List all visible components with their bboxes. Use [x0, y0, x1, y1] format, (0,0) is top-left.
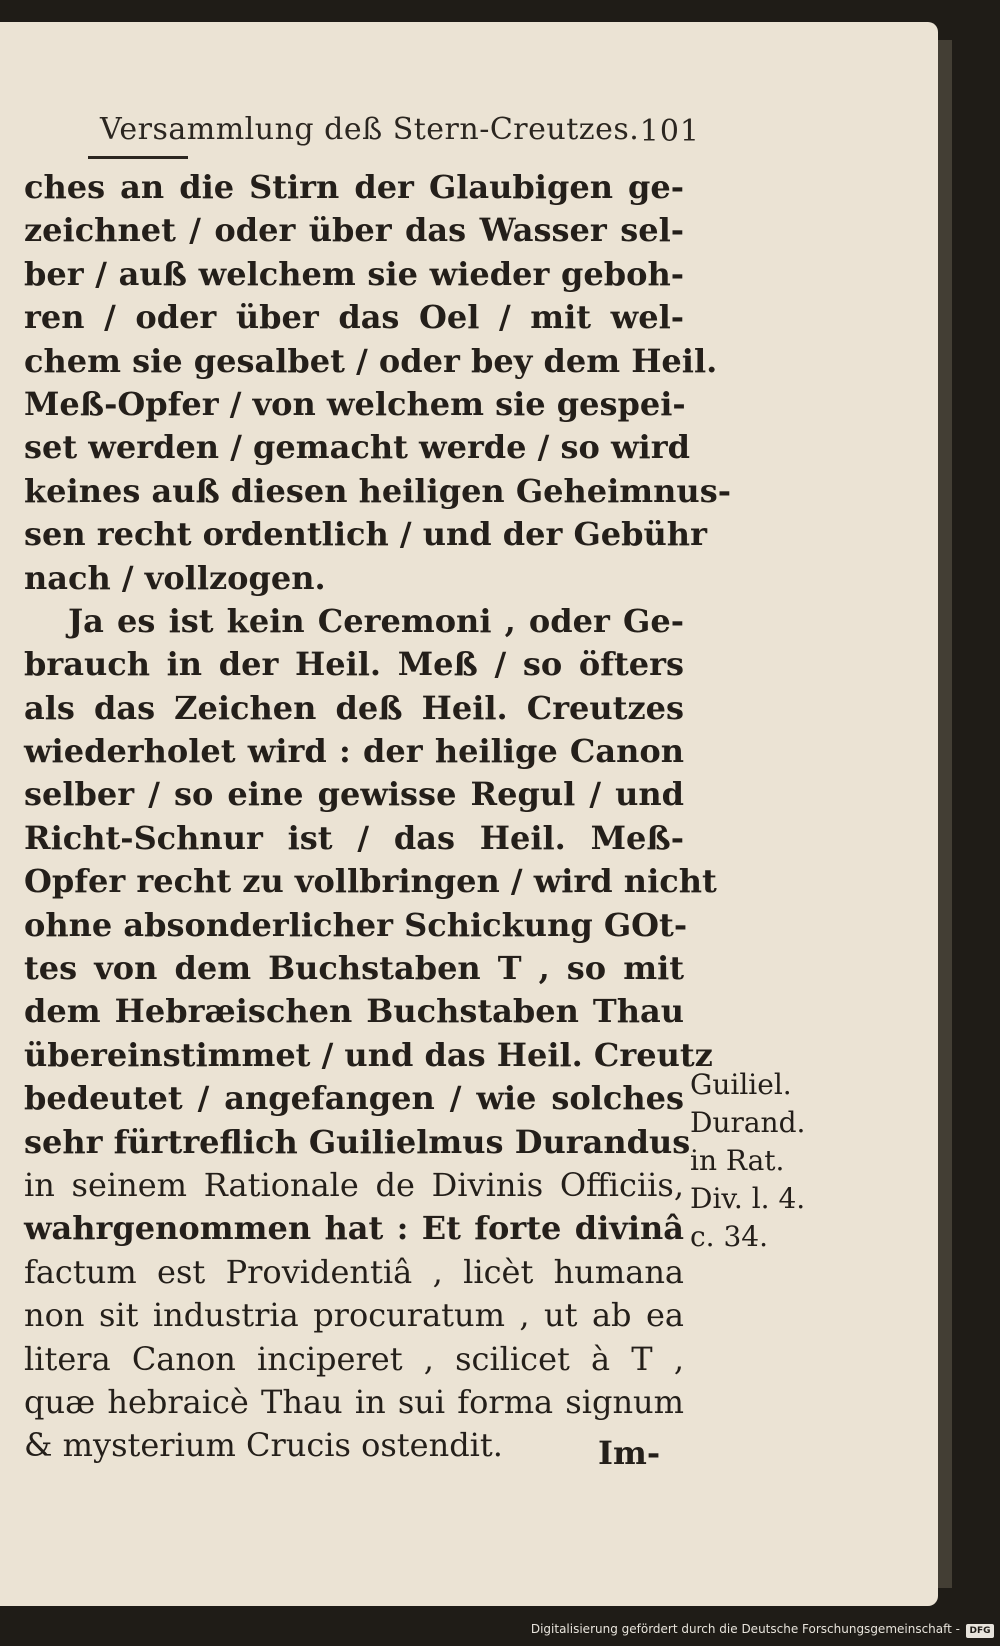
text-line: bedeutet / angefangen / wie solches [24, 1079, 684, 1118]
margin-line: Durand. [690, 1106, 806, 1139]
margin-line: c. 34. [690, 1220, 769, 1253]
text-line: chem sie gesalbet / oder bey dem Heil. [24, 341, 718, 380]
marginal-note [690, 1066, 850, 1256]
text-line: als das Zeichen deß Heil. Creutzes [24, 688, 684, 727]
text-line: quæ hebraicè Thau in sui forma signum [24, 1382, 684, 1421]
text-line: & mysterium Crucis ostendit. [24, 1426, 503, 1465]
text-line: keines auß diesen heiligen Geheimnus- [24, 471, 731, 510]
text-line: wiederholet wird : der heilige Canon [24, 732, 684, 771]
text-line: Ja es ist kein Ceremoni , oder Ge- [68, 601, 684, 640]
text-line: nach / vollzogen. [24, 558, 326, 597]
text-line: sen recht ordentlich / und der Gebühr [24, 515, 707, 554]
text-line: litera Canon inciperet , scilicet à T , [24, 1339, 684, 1378]
text-line: in seinem Rationale de Divinis Officiis, [24, 1165, 684, 1204]
header-rule [88, 156, 188, 159]
text-line: dem Hebræischen Buchstaben Thau [24, 992, 684, 1031]
running-header [88, 112, 700, 158]
text-line: non sit industria procuratum , ut ab ea [24, 1296, 684, 1335]
text-line: ches an die Stirn der Glaubigen ge- [24, 168, 684, 206]
text-line: ren / oder über das Oel / mit wel- [24, 298, 684, 337]
text-line: Opfer recht zu vollbringen / wird nicht [24, 862, 717, 901]
text-line: factum est Providentiâ , licèt humana [24, 1252, 684, 1291]
text-line: tes von dem Buchstaben T , so mit [24, 949, 684, 988]
text-line: Richt-Schnur ist / das Heil. Meß- [24, 818, 684, 857]
running-title: Versammlung deß Stern-Creutzes. [100, 112, 640, 147]
text-line: wahrgenommen hat : Et forte divinâ [24, 1209, 684, 1248]
text-line: brauch in der Heil. Meß / so öfters [24, 645, 684, 684]
text-line: ohne absonderlicher Schickung GOt- [24, 905, 688, 944]
page-edge [938, 40, 952, 1588]
catchword: Im- [598, 1434, 661, 1472]
margin-line: in Rat. [690, 1144, 785, 1177]
dfg-logo: DFG [966, 1624, 994, 1638]
text-line: übereinstimmet / und das Heil. Creutz [24, 1035, 713, 1074]
text-line: ber / auß welchem sie wieder geboh- [24, 254, 684, 293]
page-number: 101 [639, 114, 700, 149]
digitization-credit: Digitalisierung gefördert durch die Deutsche Forschungsgemeinschaft - [530, 1622, 960, 1636]
text-line: sehr fürtreflich Guilielmus Durandus [24, 1122, 691, 1161]
text-line: selber / so eine gewisse Regul / und [24, 775, 684, 814]
text-line: zeichnet / oder über das Wasser sel- [24, 211, 684, 250]
margin-line: Div. l. 4. [690, 1182, 806, 1215]
text-line: Meß-Opfer / von welchem sie gespei- [24, 384, 686, 423]
text-line: set werden / gemacht werde / so wird [24, 428, 690, 467]
margin-line: Guiliel. [690, 1068, 792, 1101]
